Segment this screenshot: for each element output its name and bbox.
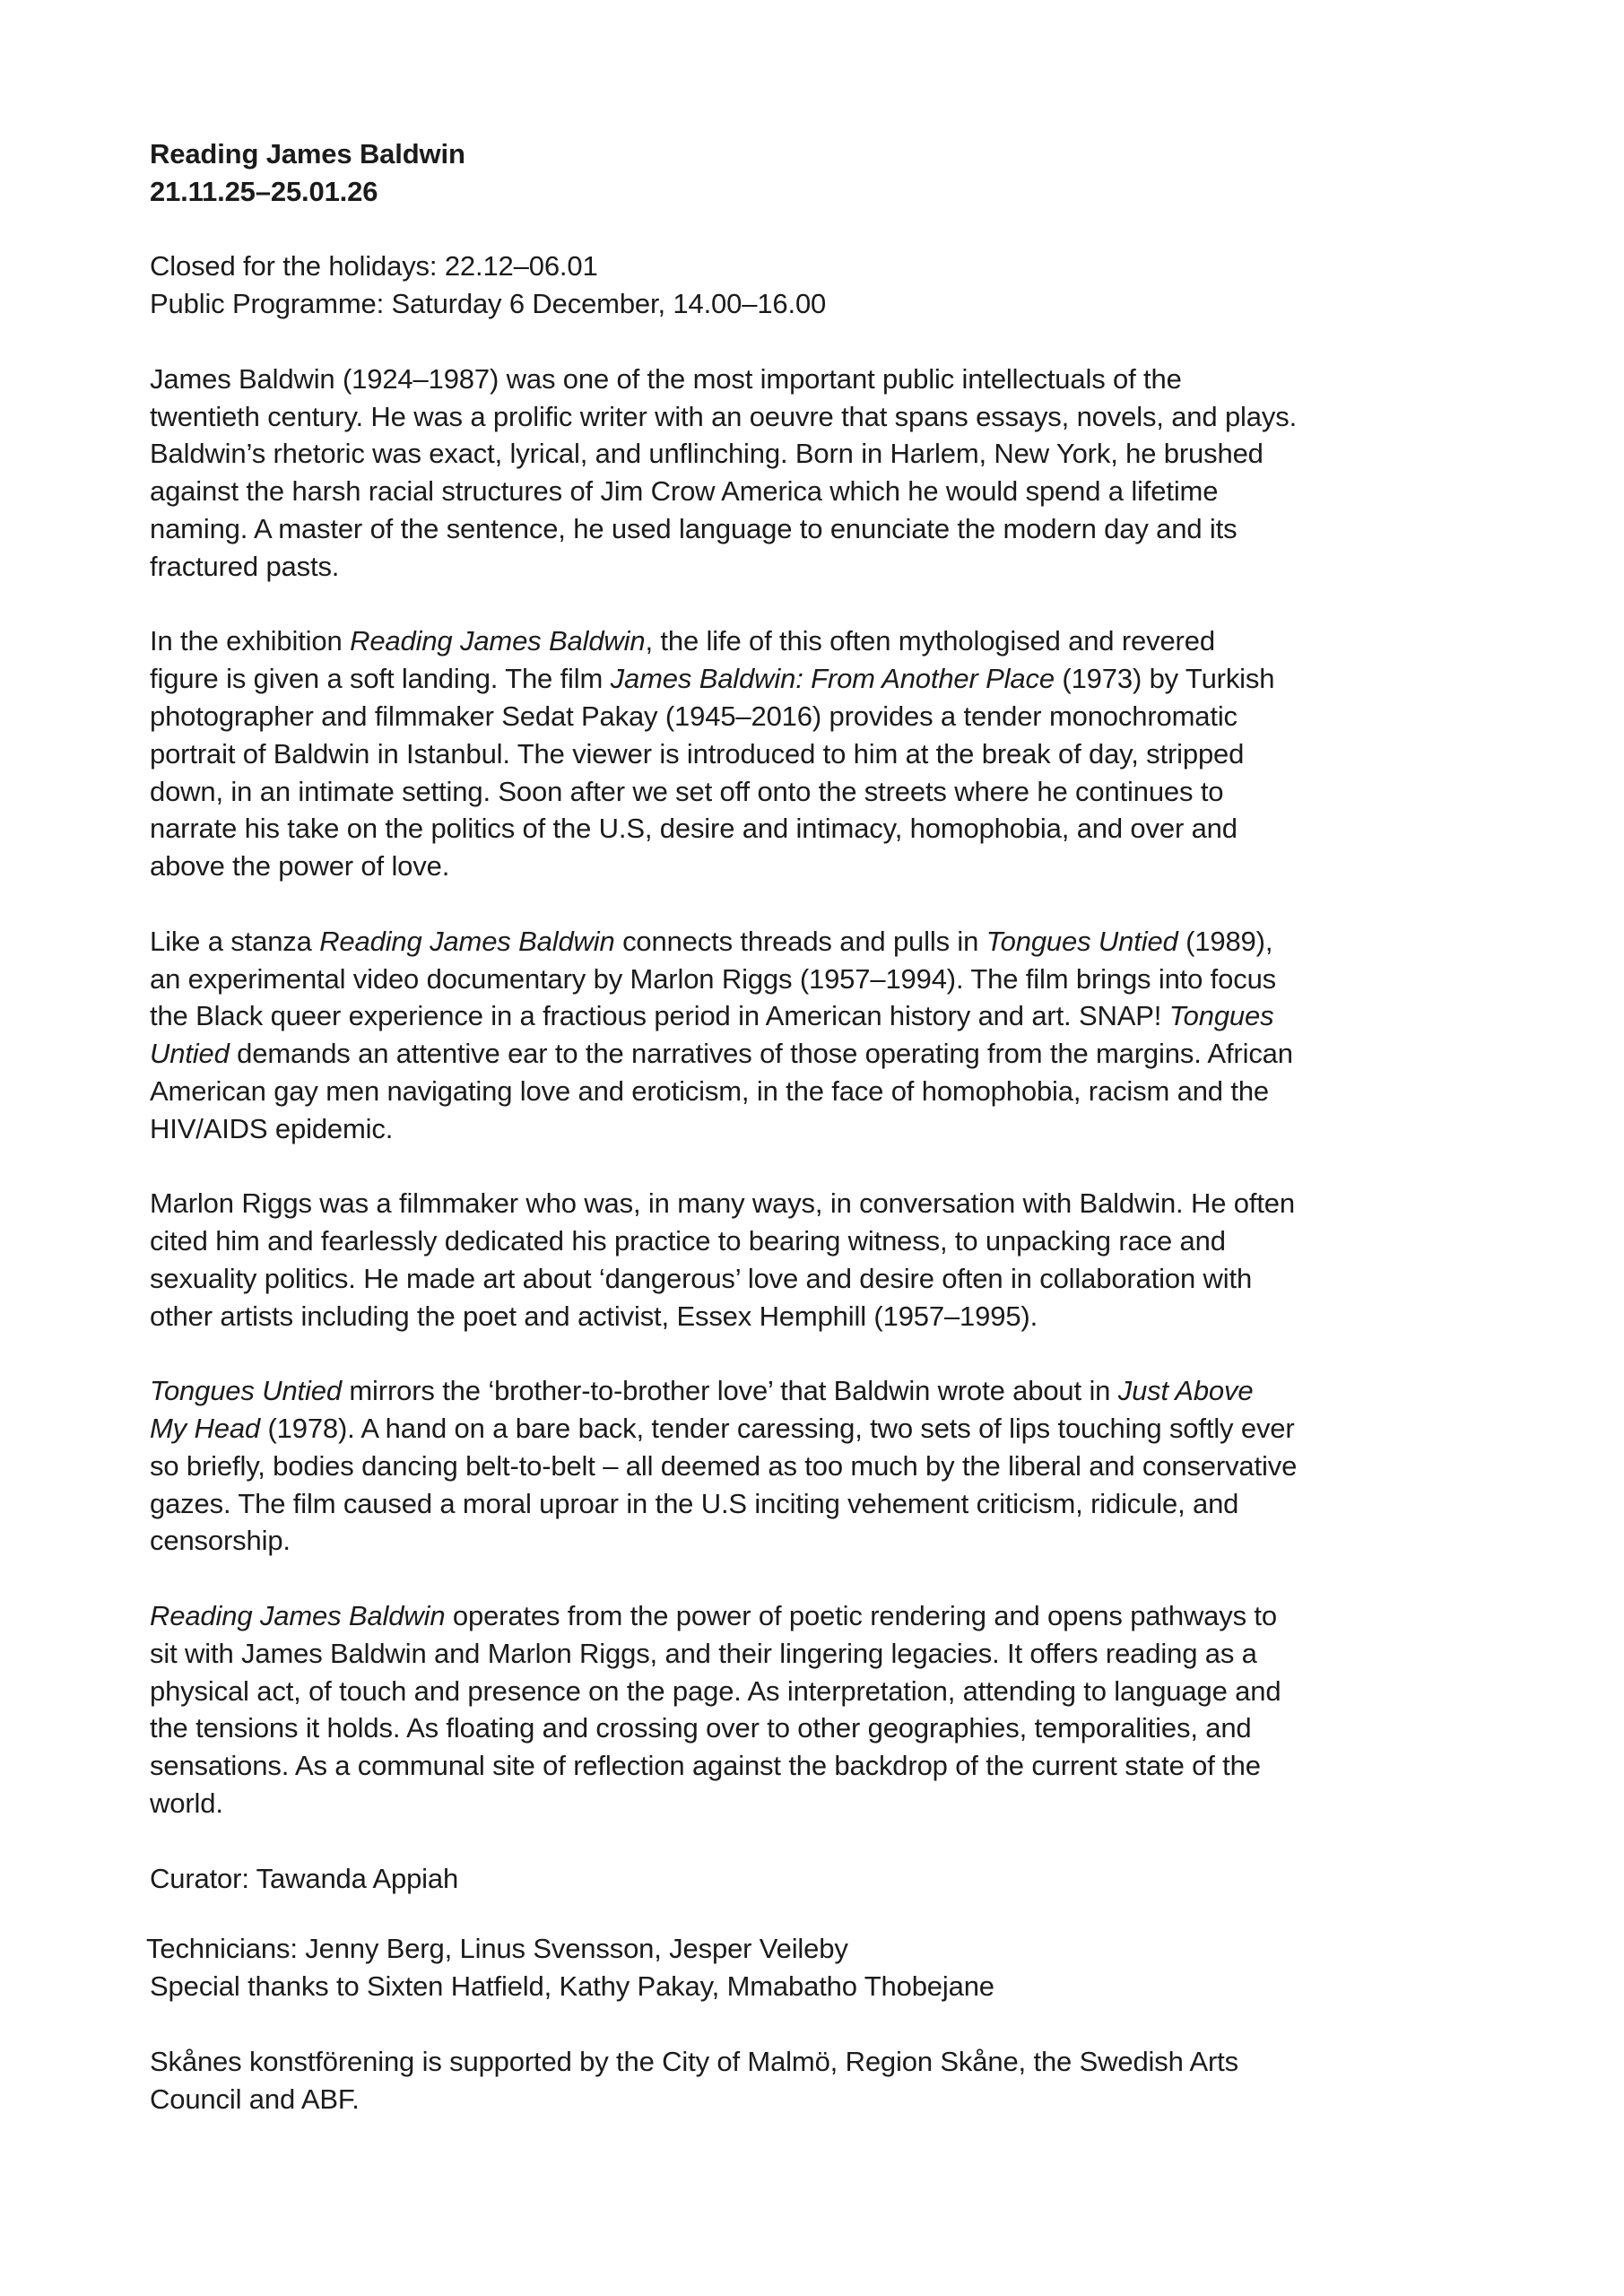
text-segment: In the exhibition bbox=[150, 625, 351, 657]
italic-title-text: Just Above bbox=[1117, 1375, 1254, 1407]
paragraph-poetic-rendering bbox=[150, 1597, 1549, 1822]
text-segment: down, in an intimate setting. Soon after we set off onto the streets where he continues to bbox=[150, 775, 1224, 807]
special-thanks-credit: Special thanks to Sixten Hatfield, Kathy Pakay, Mmabatho Thobejane bbox=[150, 1970, 994, 2003]
text-line bbox=[150, 773, 1549, 811]
text-line bbox=[150, 961, 1549, 998]
text-segment: operates from the power of poetic rendering and opens pathways to bbox=[445, 1600, 1277, 1632]
text-line bbox=[150, 848, 1549, 885]
text-segment: cited him and fearlessly dedicated his practice to bearing witness, to unpacking race and bbox=[150, 1225, 1226, 1257]
text-line bbox=[150, 1485, 1549, 1523]
text-line bbox=[150, 1522, 1549, 1560]
text-segment: (1973) by Turkish bbox=[1054, 663, 1275, 695]
text-segment: other artists including the poet and activist, Essex Hemphill (1957–1995). bbox=[150, 1300, 1038, 1332]
exhibition-title: Reading James Baldwin bbox=[150, 138, 465, 170]
text-segment: sexuality politics. He made art about ‘dangerous’ love and desire often in collaboration with bbox=[150, 1262, 1253, 1294]
spacer bbox=[150, 885, 1549, 923]
text-line bbox=[150, 435, 1549, 473]
body-text bbox=[150, 361, 1549, 1860]
spacer bbox=[150, 1822, 1549, 1860]
text-line bbox=[150, 1222, 1549, 1260]
text-line bbox=[150, 510, 1549, 548]
text-segment: the Black queer experience in a fractious period in American history and art. SNAP! bbox=[150, 1000, 1169, 1032]
credits bbox=[146, 1860, 1549, 2005]
spacer bbox=[150, 1560, 1549, 1597]
text-segment: Like a stanza bbox=[150, 925, 320, 957]
spacer bbox=[150, 323, 1549, 361]
spacer bbox=[150, 211, 1549, 248]
italic-title-text: Reading James Baldwin bbox=[350, 625, 646, 657]
text-line bbox=[150, 997, 1549, 1035]
text-line bbox=[150, 735, 1549, 773]
text-segment: , the life of this often mythologised and revered bbox=[645, 625, 1215, 657]
text-segment: portrait of Baldwin in Istanbul. The viewer is introduced to him at the break of day, stripped bbox=[150, 737, 1245, 770]
italic-title-text: Tongues bbox=[1168, 1000, 1274, 1032]
italic-title-text: My Head bbox=[150, 1413, 260, 1445]
paragraph-baldwin-intro bbox=[150, 361, 1549, 586]
text-segment: naming. A master of the sentence, he used language to enunciate the modern day and its bbox=[150, 512, 1238, 544]
text-segment: above the power of love. bbox=[150, 850, 450, 883]
paragraph-brother-love bbox=[150, 1372, 1549, 1560]
closed-for-holidays: Closed for the holidays: 22.12–06.01 bbox=[150, 250, 598, 283]
text-line bbox=[150, 1035, 1549, 1073]
italic-title-text: Reading James Baldwin bbox=[319, 925, 615, 957]
text-line bbox=[150, 1260, 1549, 1298]
text-line bbox=[150, 698, 1549, 735]
text-line bbox=[150, 1448, 1549, 1485]
text-line bbox=[150, 1673, 1549, 1710]
support-statement bbox=[150, 2043, 1549, 2118]
text-line bbox=[150, 548, 1549, 586]
public-programme: Public Programme: Saturday 6 December, 14.00–16.00 bbox=[150, 288, 827, 320]
text-segment: (1978). A hand on a bare back, tender caressing, two sets of lips touching softly ever bbox=[260, 1413, 1295, 1445]
text-line bbox=[150, 660, 1549, 698]
spacer bbox=[150, 1148, 1549, 1186]
text-line bbox=[150, 1110, 1549, 1148]
text-line bbox=[150, 1185, 1549, 1222]
text-line bbox=[150, 1372, 1549, 1410]
text-segment: HIV/AIDS epidemic. bbox=[150, 1112, 394, 1144]
paragraph-exhibition bbox=[150, 622, 1549, 885]
support-line: Council and ABF. bbox=[150, 2083, 360, 2115]
text-segment: fractured pasts. bbox=[150, 550, 340, 582]
paragraph-marlon-riggs bbox=[150, 1185, 1549, 1335]
text-segment: connects threads and pulls in bbox=[614, 925, 986, 957]
header bbox=[150, 135, 1549, 211]
text-line bbox=[150, 1298, 1549, 1335]
text-line bbox=[150, 1747, 1549, 1785]
text-segment: photographer and filmmaker Sedat Pakay (1945–2016) provides a tender monochromatic bbox=[150, 700, 1238, 732]
text-line bbox=[150, 1709, 1549, 1747]
text-segment: Baldwin’s rhetoric was exact, lyrical, and unflinching. Born in Harlem, New York, he brushed bbox=[150, 438, 1264, 470]
exhibition-text-document bbox=[146, 135, 1549, 2118]
italic-title-text: Reading James Baldwin bbox=[150, 1600, 446, 1632]
spacer bbox=[150, 586, 1549, 623]
text-line bbox=[150, 1785, 1549, 1822]
text-line bbox=[150, 398, 1549, 436]
italic-title-text: Tongues Untied bbox=[150, 1375, 342, 1407]
text-segment: physical act, of touch and presence on the page. As interpretation, attending to language and bbox=[150, 1674, 1281, 1707]
text-line bbox=[150, 1410, 1549, 1448]
text-segment: Marlon Riggs was a filmmaker who was, in many ways, in conversation with Baldwin. He often bbox=[150, 1187, 1295, 1220]
curator-credit: Curator: Tawanda Appiah bbox=[150, 1862, 459, 1894]
italic-title-text: Tongues Untied bbox=[986, 925, 1178, 957]
text-segment: world. bbox=[150, 1787, 223, 1820]
exhibition-dates: 21.11.25–25.01.26 bbox=[150, 175, 378, 207]
text-line bbox=[150, 1073, 1549, 1110]
spacer bbox=[150, 2005, 1549, 2043]
text-line bbox=[150, 361, 1549, 398]
text-segment: gazes. The film caused a moral uproar in the U.S inciting vehement criticism, ridicule, and bbox=[150, 1487, 1239, 1519]
paragraph-tongues-untied bbox=[150, 923, 1549, 1148]
text-line bbox=[150, 1635, 1549, 1673]
text-segment: an experimental video documentary by Marlon Riggs (1957–1994). The film brings into focus bbox=[150, 962, 1277, 995]
text-segment: narrate his take on the politics of the U.S, desire and intimacy, homophobia, and over and bbox=[150, 813, 1238, 845]
text-segment: figure is given a soft landing. The film bbox=[150, 663, 611, 695]
text-segment: the tensions it holds. As floating and crossing over to other geographies, temporalities, and bbox=[150, 1712, 1252, 1744]
text-segment: mirrors the ‘brother-to-brother love’ that Baldwin wrote about in bbox=[341, 1375, 1118, 1407]
text-segment: demands an attentive ear to the narratives of those operating from the margins. African bbox=[229, 1038, 1293, 1070]
text-segment: (1989), bbox=[1177, 925, 1273, 957]
text-segment: so briefly, bodies dancing belt-to-belt – all deemed as too much by the liberal and conservative bbox=[150, 1449, 1298, 1482]
technicians-credit: Technicians: Jenny Berg, Linus Svensson, Jesper Veileby bbox=[146, 1933, 848, 1965]
spacer bbox=[150, 1897, 1549, 1930]
text-segment: censorship. bbox=[150, 1525, 291, 1557]
text-segment: James Baldwin (1924–1987) was one of the most important public intellectuals of the bbox=[150, 362, 1182, 395]
text-segment: sit with James Baldwin and Marlon Riggs, and their lingering legacies. It offers reading as a bbox=[150, 1637, 1257, 1669]
visitor-info bbox=[150, 248, 1549, 323]
text-line bbox=[150, 622, 1549, 660]
text-segment: sensations. As a communal site of reflection against the backdrop of the current state of the bbox=[150, 1750, 1261, 1782]
text-segment: twentieth century. He was a prolific writer with an oeuvre that spans essays, novels, and plays. bbox=[150, 400, 1298, 432]
italic-title-text: Untied bbox=[150, 1038, 230, 1070]
text-line bbox=[150, 473, 1549, 510]
spacer bbox=[150, 1335, 1549, 1373]
text-line bbox=[150, 810, 1549, 848]
italic-title-text: James Baldwin: From Another Place bbox=[610, 663, 1055, 695]
text-segment: against the harsh racial structures of Jim Crow America which he would spend a lifetime bbox=[150, 475, 1219, 508]
text-segment: American gay men navigating love and eroticism, in the face of homophobia, racism and the bbox=[150, 1074, 1270, 1107]
text-line bbox=[150, 1597, 1549, 1635]
text-line bbox=[150, 923, 1549, 961]
support-line: Skånes konstförening is supported by the City of Malmö, Region Skåne, the Swedish Arts bbox=[150, 2045, 1238, 2077]
